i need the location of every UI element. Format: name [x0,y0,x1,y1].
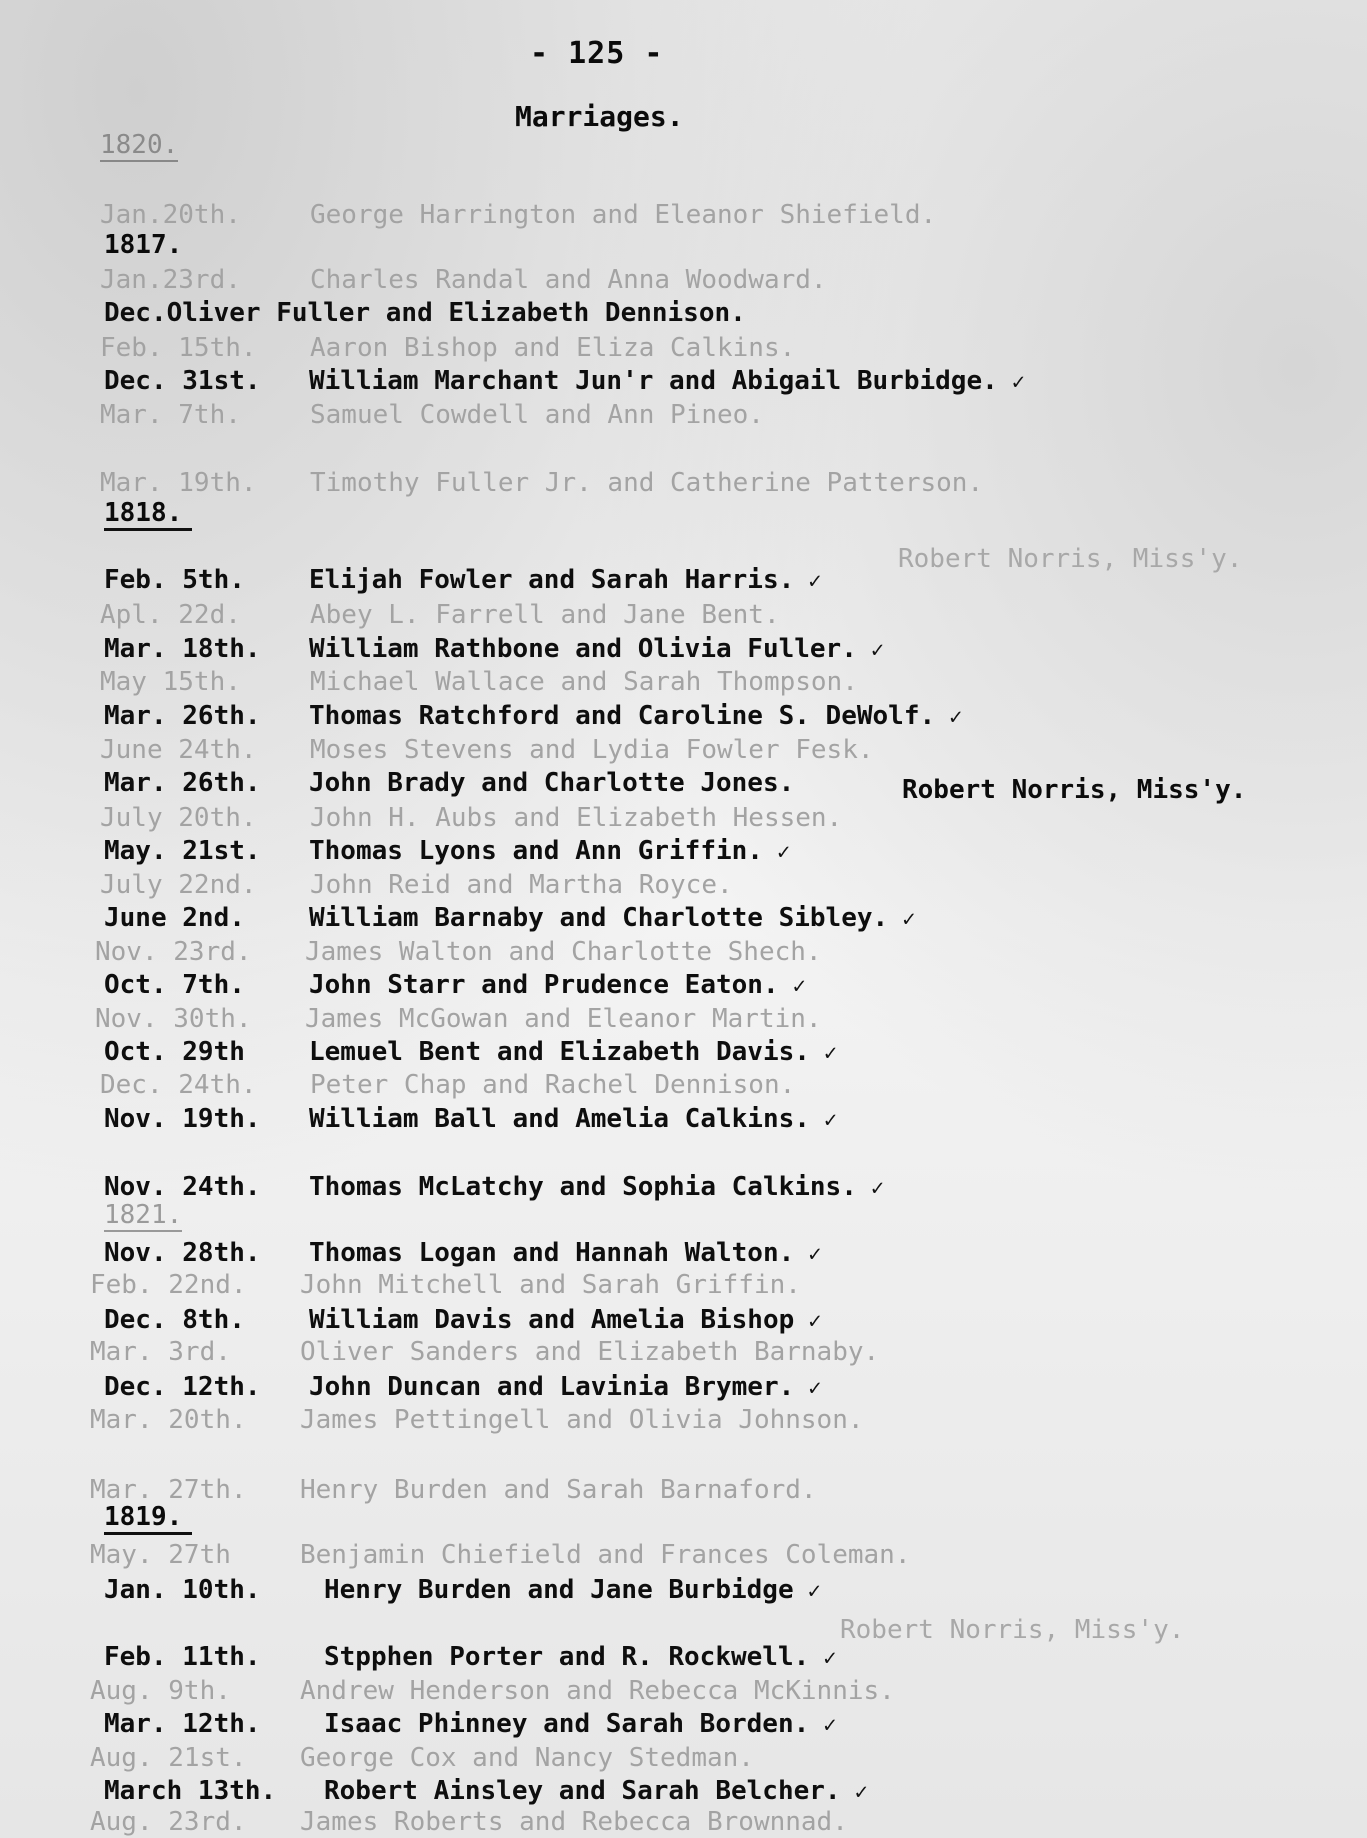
ghost-line: Mar. 27th. Henry Burden and Sarah Barnaford. [90,1475,817,1505]
ghost-line: Jan.23rd. Charles Randal and Anna Woodward. [100,265,827,295]
check-mark-icon: ✓ [823,1041,838,1066]
ghost-line: Feb. 15th. Aaron Bishop and Eliza Calkins. [100,333,796,363]
ghost-line: Feb. 22nd. John Mitchell and Sarah Griffin. [90,1270,801,1300]
marriage-entry: Oct. 29th Lemuel Bent and Elizabeth Davis. ✓ [104,1037,838,1067]
ghost-line: May 15th. Michael Wallace and Sarah Thompson. [100,667,858,697]
year-heading-1819: 1819. [104,1502,192,1535]
ghost-line: Aug. 9th. Andrew Henderson and Rebecca McKinnis. [90,1676,895,1706]
check-mark-icon: ✓ [807,1579,821,1604]
check-mark-icon: ✓ [870,638,885,663]
officiant-note-faint: Robert Norris, Miss'y. [840,1615,1185,1645]
check-mark-icon: ✓ [949,705,963,730]
ghost-line: Mar. 19th. Timothy Fuller Jr. and Catherine Patterson. [100,468,984,498]
check-mark-icon: ✓ [902,907,916,932]
ghost-line: Mar. 7th. Samuel Cowdell and Ann Pineo. [100,400,764,430]
check-mark-icon: ✓ [1011,370,1025,395]
check-mark-icon: ✓ [808,569,822,594]
marriage-entry: March 13th. Robert Ainsley and Sarah Belcher. ✓ [104,1776,868,1806]
ghost-line: Aug. 23rd. James Roberts and Rebecca Brownnad. [90,1807,848,1837]
ghost-line: June 24th. Moses Stevens and Lydia Fowler Fesk. [100,735,874,765]
marriage-entry: Feb. 11th. Stpphen Porter and R. Rockwell. ✓ [104,1642,837,1672]
ghost-line: Apl. 22d. Abey L. Farrell and Jane Bent. [100,600,780,630]
officiant-note: Robert Norris, Miss'y. [902,775,1247,805]
check-mark-icon: ✓ [808,1309,822,1334]
officiant-note-faint: Robert Norris, Miss'y. [898,544,1243,574]
ghost-line: July 20th. John H. Aubs and Elizabeth Hessen. [100,803,843,833]
ghost-line: Mar. 3rd. Oliver Sanders and Elizabeth Barnaby. [90,1337,880,1367]
marriage-entry: Mar. 12th. Isaac Phinney and Sarah Borden. ✓ [104,1709,837,1739]
ghost-line: Nov. 30th. James McGowan and Eleanor Martin. [95,1004,822,1034]
marriage-entry: Mar. 26th. John Brady and Charlotte Jones. [104,768,795,798]
check-mark-icon: ✓ [808,1242,822,1267]
marriage-entry: Dec. 12th. John Duncan and Lavinia Brymer. ✓ [104,1372,822,1402]
marriage-entry: Feb. 5th. Elijah Fowler and Sarah Harris. ✓ [104,565,822,595]
check-mark-icon: ✓ [792,974,806,999]
ghost-line: Dec. 24th. Peter Chap and Rachel Dennison. [100,1070,796,1100]
ghost-line: Aug. 21st. George Cox and Nancy Stedman. [90,1743,754,1773]
marriage-entry: Oct. 7th. John Starr and Prudence Eaton. ✓ [104,970,806,1000]
marriage-entry: June 2nd. William Barnaby and Charlotte Sibley. ✓ [104,903,916,933]
check-mark-icon: ✓ [870,1176,885,1201]
ghost-line: May. 27th Benjamin Chiefield and Frances Coleman. [90,1540,911,1570]
marriage-entry: Nov. 24th. Thomas McLatchy and Sophia Calkins. ✓ [104,1172,885,1202]
check-mark-icon: ✓ [854,1780,868,1805]
ghost-line: July 22nd. John Reid and Martha Royce. [100,870,733,900]
marriage-entry: Dec. 31st. William Marchant Jun'r and Abigail Burbidge. ✓ [104,366,1025,396]
page-title: Marriages. [515,100,684,133]
marriage-entry: Dec.Oliver Fuller and Elizabeth Dennison. [104,298,746,328]
year-heading-1817: 1817. [104,230,183,260]
ghost-year-1821: 1821. [104,1200,183,1230]
check-mark-icon: ✓ [776,840,791,865]
marriage-entry: Dec. 8th. William Davis and Amelia Bishop ✓ [104,1305,822,1335]
ghost-line: Jan.20th. George Harrington and Eleanor Shiefield. [100,200,937,230]
year-heading-1818: 1818. [104,498,192,531]
check-mark-icon: ✓ [823,1713,837,1738]
marriage-entry: Nov. 28th. Thomas Logan and Hannah Walton. ✓ [104,1238,822,1268]
ghost-line: Nov. 23rd. James Walton and Charlotte Shech. [95,937,822,967]
marriage-entry: May. 21st. Thomas Lyons and Ann Griffin. ✓ [104,836,791,866]
check-mark-icon: ✓ [808,1376,822,1401]
ghost-line: Mar. 20th. James Pettingell and Olivia Johnson. [90,1405,864,1435]
check-mark-icon: ✓ [823,1646,837,1671]
marriage-entry: Nov. 19th. William Ball and Amelia Calkins. ✓ [104,1104,838,1134]
ghost-year-heading: 1820. [100,130,179,160]
page-number: - 125 - [530,36,664,71]
check-mark-icon: ✓ [823,1108,838,1133]
marriage-entry: Mar. 26th. Thomas Ratchford and Caroline S. DeWolf. ✓ [104,701,963,731]
marriage-entry: Jan. 10th. Henry Burden and Jane Burbidge ✓ [104,1575,821,1605]
marriage-entry: Mar. 18th. William Rathbone and Olivia Fuller. ✓ [104,634,885,664]
